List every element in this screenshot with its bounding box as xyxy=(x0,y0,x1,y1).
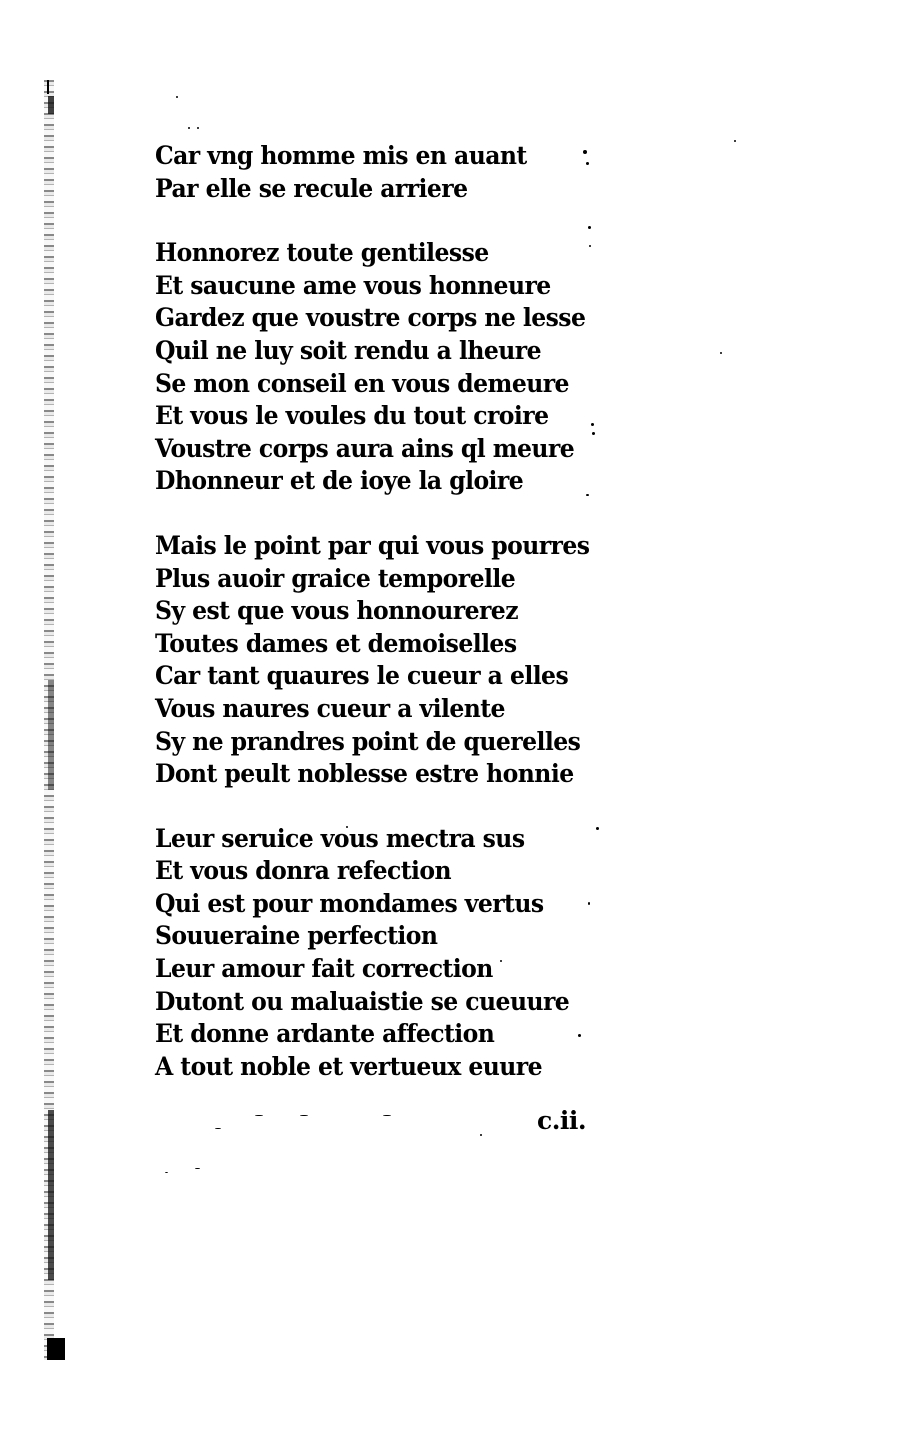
verse-line: Sy est que vous honnourerez xyxy=(155,596,518,626)
scan-speck xyxy=(215,1128,221,1129)
verse-line: Dutont ou maluaistie se cueuure xyxy=(155,986,570,1016)
verse-line: Toutes dames et demoiselles xyxy=(155,628,517,658)
verse-line: Car vng homme mis en auant xyxy=(155,141,527,170)
verse-line: Et donne ardante affection xyxy=(155,1019,495,1049)
verse-line: Vous naures cueur a vilente xyxy=(155,693,505,723)
verse-line: Quil ne luy soit rendu a lheure xyxy=(155,335,541,365)
scan-speck xyxy=(195,1168,200,1169)
binding-mark xyxy=(47,80,49,94)
verse-line: Souueraine perfection xyxy=(155,921,438,951)
binding-mark xyxy=(48,1110,54,1280)
verse-line: Leur amour fait correction xyxy=(155,954,493,984)
stanza-4 xyxy=(155,823,625,1084)
poem-text-block xyxy=(155,140,625,1115)
verse-line: Et vous donra refection xyxy=(155,856,452,886)
scan-speck xyxy=(176,96,178,98)
binding-mark xyxy=(48,96,54,114)
stanza-1 xyxy=(155,140,625,205)
verse-line: Sy ne prandres point de querelles xyxy=(155,726,581,756)
verse-line: Car tant quaures le cueur a elles xyxy=(155,661,569,691)
verse-line: A tout noble et vertueux euure xyxy=(155,1051,543,1081)
verse-line: Leur seruice vous mectra sus xyxy=(155,823,525,853)
scan-speck xyxy=(480,1134,482,1136)
verse-line: Se mon conseil en vous demeure xyxy=(155,368,569,398)
scan-speck xyxy=(734,140,736,142)
verse-line: Dont peult noblesse estre honnie xyxy=(155,759,574,789)
verse-line: Par elle se recule arriere xyxy=(155,173,468,203)
verse-line: Et vous le voules du tout croire xyxy=(155,401,549,431)
binding-block xyxy=(47,1338,65,1360)
folio-signature: c.ii. xyxy=(537,1106,587,1135)
verse-line: Gardez que voustre corps ne lesse xyxy=(155,303,586,333)
verse-line: Dhonneur et de ioye la gloire xyxy=(155,466,524,496)
verse-line: Plus auoir graice temporelle xyxy=(155,563,516,593)
scan-speck xyxy=(197,127,199,129)
verse-line: Mais le point par qui vous pourres xyxy=(155,530,590,560)
verse-line: Honnorez toute gentilesse xyxy=(155,238,489,268)
binding-mark xyxy=(48,680,54,790)
stanza-2 xyxy=(155,237,625,498)
verse-line: Qui est pour mondames vertus xyxy=(155,888,544,918)
verse-line: Voustre corps aura ains ql meure xyxy=(155,433,575,463)
scan-speck xyxy=(188,127,190,129)
scan-speck xyxy=(720,352,722,354)
stanza-3 xyxy=(155,530,625,791)
verse-line: Et saucune ame vous honneure xyxy=(155,270,551,300)
scan-speck xyxy=(165,1172,168,1173)
